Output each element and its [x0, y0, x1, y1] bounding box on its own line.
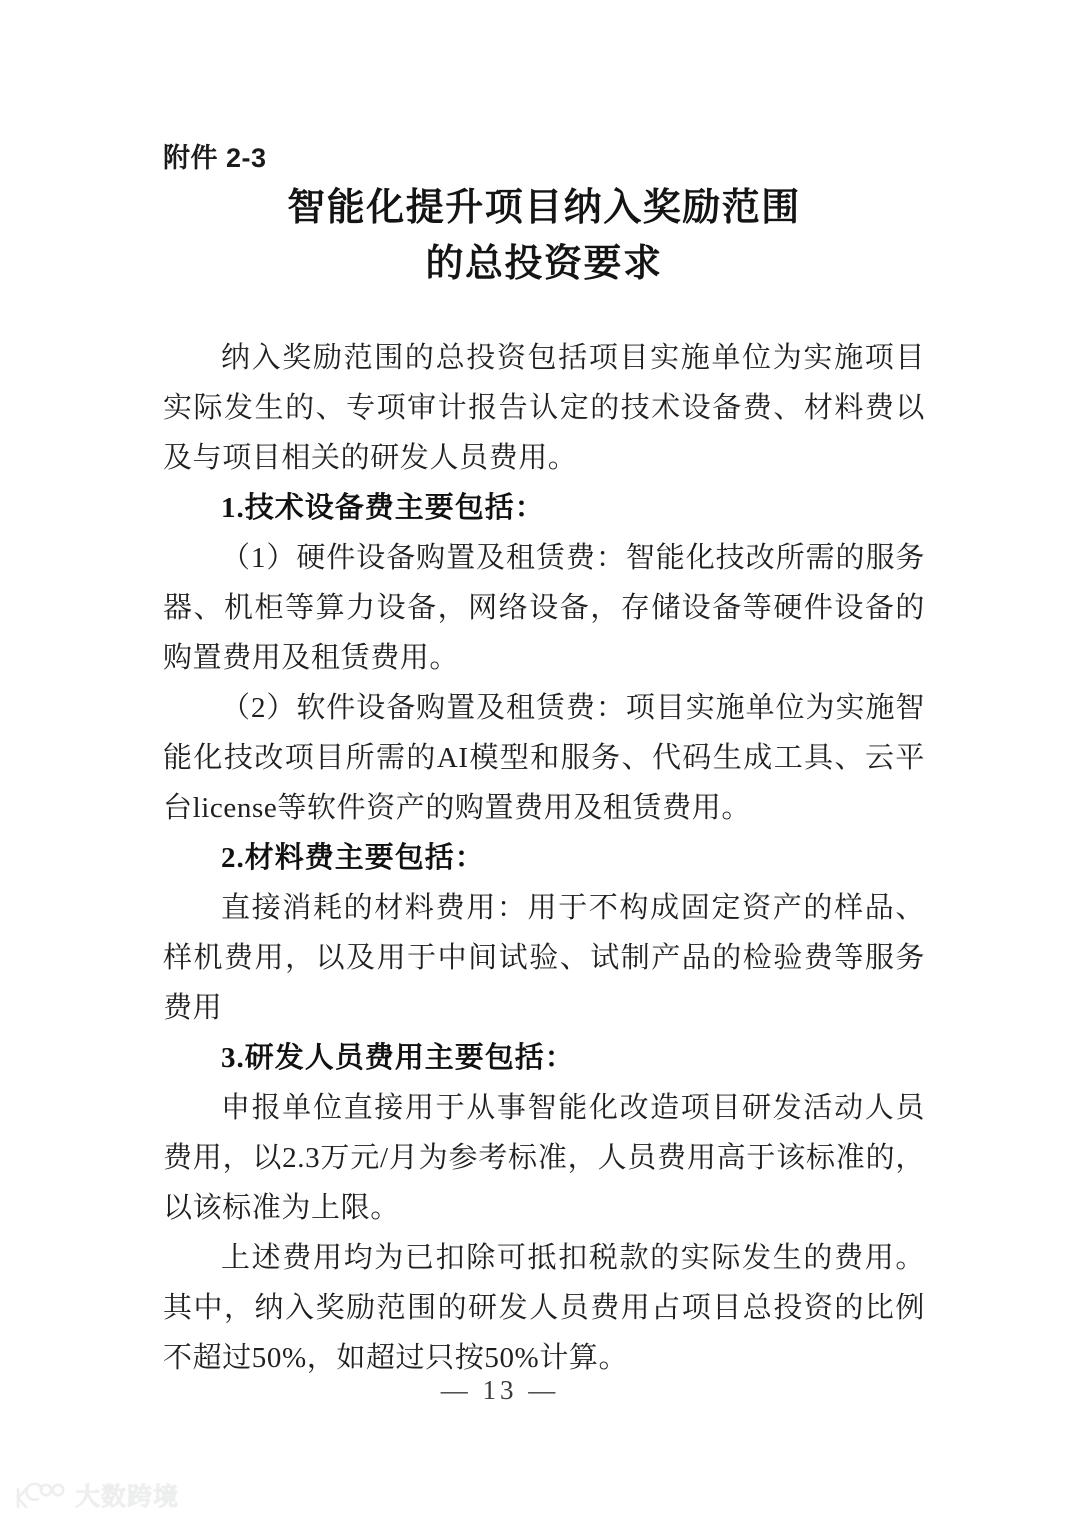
- page-title: [163, 180, 925, 292]
- paragraph-closing: 上述费用均为已扣除可抵扣税款的实际发生的费用。其中，纳入奖励范围的研发人员费用占项目总投资的比例不超过50%，如超过只按50%计算。: [163, 1242, 925, 1374]
- da-shu-kua-jing-logo-icon: [14, 1482, 66, 1512]
- attachment-label: 附件 2-3: [163, 143, 267, 173]
- section-1-item-2: （2）软件设备购置及租赁费：项目实施单位为实施智能化技改项目所需的AI模型和服务、代码生成工具、云平台license等软件资产的购置费用及租赁费用。: [163, 692, 925, 824]
- watermark-label: 大数跨境: [75, 1482, 180, 1511]
- section-3-item-1: 申报单位直接用于从事智能化改造项目研发活动人员费用，以2.3万元/月为参考标准，人员费用高于该标准的，以该标准为上限。: [163, 1092, 925, 1224]
- document-body: [163, 333, 925, 1383]
- section-1-item-1: （1）硬件设备购置及租赁费：智能化技改所需的服务器、机柜等算力设备，网络设备，存储设备等硬件设备的购置费用及租赁费用。: [163, 542, 925, 674]
- section-heading-3: 3.研发人员费用主要包括：: [221, 1042, 575, 1074]
- watermark: [14, 1482, 179, 1512]
- page-title-line-2: 的总投资要求: [425, 243, 663, 285]
- section-heading-1: 1.技术设备费主要包括：: [221, 492, 545, 524]
- page-title-line-1: 智能化提升项目纳入奖励范围: [287, 187, 801, 229]
- section-2-item-1: 直接消耗的材料费用：用于不构成固定资产的样品、样机费用，以及用于中间试验、试制产品的检验费等服务费用: [163, 892, 925, 1024]
- paragraph-intro: 纳入奖励范围的总投资包括项目实施单位为实施项目实际发生的、专项审计报告认定的技术设备费、材料费以及与项目相关的研发人员费用。: [163, 342, 925, 474]
- page-number: — 13 —: [440, 1375, 560, 1405]
- section-heading-2: 2.材料费主要包括：: [221, 842, 485, 874]
